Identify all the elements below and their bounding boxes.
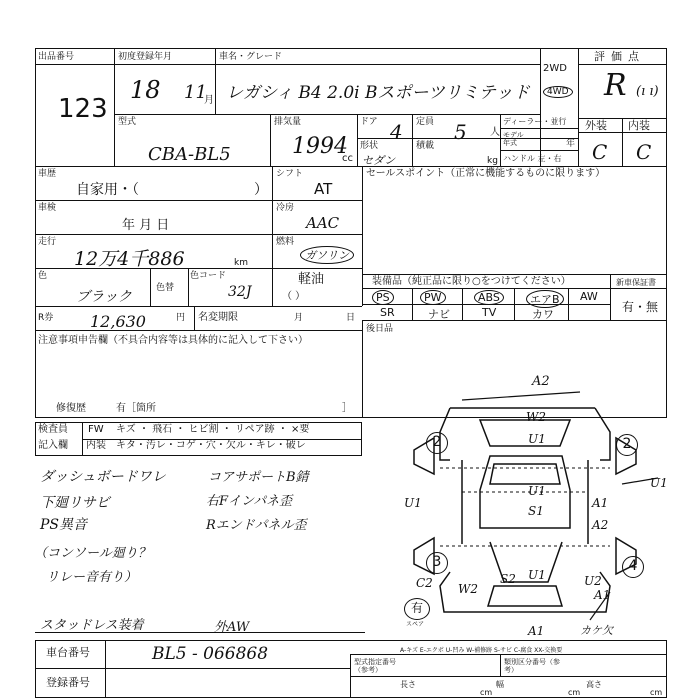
spare-label: スペア — [406, 621, 425, 628]
interior-check-label: 内装 — [86, 440, 106, 451]
category-label: 類別区分番号（参考） — [504, 658, 560, 674]
divider — [35, 234, 362, 235]
post-items-label: 後日品 — [366, 324, 394, 334]
history-label: 車歴 — [38, 169, 57, 179]
divider — [357, 114, 358, 166]
model-label: 車名・グレード — [219, 52, 283, 62]
dmg-a1-bumper: A1 — [528, 624, 545, 638]
dealer-label: ディーラー・並行 — [503, 117, 567, 126]
divider — [272, 166, 273, 306]
divider — [35, 632, 365, 633]
equip-ps: PS — [372, 290, 394, 305]
score-value: R — [604, 68, 627, 103]
equip-navi: ナビ — [428, 308, 450, 321]
tire-fl-icon: 2 — [426, 432, 448, 454]
repair-close: ］ — [342, 403, 352, 414]
month-unit: 月 — [204, 95, 214, 106]
remark-right-2: 右Fインパネ歪 — [206, 494, 293, 509]
divider — [270, 114, 271, 166]
divider — [35, 64, 540, 65]
type-designation-label: 型式指定番号（参考） — [354, 658, 396, 674]
dmg-u1-e: U1 — [528, 568, 546, 582]
ac-label: 冷房 — [276, 203, 295, 213]
width-label: 幅 — [496, 680, 504, 689]
score-mark-icon: (ı ı) — [636, 84, 659, 99]
warranty-value: 有・無 — [622, 300, 659, 314]
remark-left-3: PS異音 — [40, 517, 88, 533]
recycle-value: 12,630 — [90, 312, 146, 331]
divider — [622, 118, 623, 166]
dmg-a2-side: A2 — [592, 518, 609, 532]
reg-year: 18 — [130, 76, 161, 104]
divider — [215, 48, 216, 114]
divider — [362, 166, 363, 306]
divider — [35, 166, 667, 167]
spare-tire-icon: 有 — [404, 598, 430, 620]
equip-pw: PW — [420, 290, 446, 305]
fuel-label: 燃料 — [276, 237, 295, 247]
reg-month: 11 — [184, 82, 207, 103]
dmg-s2: S2 — [500, 572, 516, 586]
shift-label: シフト — [276, 169, 304, 179]
divider — [610, 274, 611, 320]
divider — [578, 64, 667, 65]
capacity-value: 5 — [454, 120, 467, 144]
divider — [568, 288, 569, 320]
exterior-grade: C — [592, 140, 608, 164]
handle-label: ハンドル 左・右 — [503, 154, 562, 163]
color-value: ブラック — [76, 289, 132, 305]
door-value: 4 — [390, 120, 403, 144]
wheel-note: 外AW — [214, 620, 250, 635]
inspection-label: 車検 — [38, 203, 57, 213]
warranty-label: 新車保証書 — [616, 278, 656, 287]
history-value: 自家用・（ — [76, 182, 139, 198]
drive-2wd: 2WD — [543, 63, 567, 74]
divider — [357, 138, 578, 139]
displacement-value: 1994 — [292, 134, 348, 159]
first-reg-label: 初度登録年月 — [118, 52, 173, 62]
fuel-paren: （ ） — [282, 291, 306, 302]
divider — [500, 150, 578, 151]
dmg-u2: U2 — [584, 574, 602, 588]
dmg-u1-a: U1 — [528, 432, 546, 446]
color-code-value: 32J — [228, 284, 252, 300]
model-value: レガシィ B4 2.0i Bスポーツリミテッド — [226, 83, 530, 103]
person-unit: 人 — [490, 127, 500, 138]
mileage-value: 12万4千886 — [74, 248, 185, 270]
repair-value: 有［箇所 — [116, 403, 156, 414]
model-year-label: モデル年式 — [503, 131, 524, 147]
score-label: 評価点 — [594, 50, 645, 63]
inspector-label-2: 記入欄 — [38, 440, 68, 451]
km-unit: km — [234, 258, 248, 268]
remark-left-4: （コンソール廻り？ — [34, 546, 151, 561]
remark-right-3: Rエンドパネル歪 — [206, 518, 307, 533]
inspector-label: 検査員 — [38, 424, 68, 435]
remark-left-5: リレー音有り） — [46, 570, 138, 585]
chassis-label: 車台番号 — [46, 646, 90, 659]
dmg-a2-top: A2 — [532, 374, 550, 389]
width-cm: cm — [568, 688, 581, 697]
history-close: ） — [254, 182, 268, 198]
divider — [462, 288, 463, 320]
exterior-label: 外装 — [585, 119, 607, 132]
divider — [500, 114, 501, 166]
equip-abs: ABS — [474, 290, 504, 305]
equipment-label: 装備品（純正品に限り○をつけてください） — [372, 276, 571, 287]
damage-legend: A-キズ E-エクボ U-凹み W-補修跡 S-サビ C-腐食 XX-交換要 — [400, 647, 563, 654]
tire-fr-icon: 2 — [616, 434, 638, 456]
fw-label: FW — [88, 424, 104, 435]
divider — [35, 330, 362, 331]
equip-tv: TV — [482, 306, 497, 319]
divider — [362, 274, 667, 275]
dmg-chip: カケ欠 — [580, 624, 613, 637]
divider — [514, 288, 515, 320]
equip-airbag: エアB — [526, 290, 564, 308]
shift-value: AT — [314, 180, 333, 198]
studless-note: スタッドレス装着 — [40, 618, 144, 633]
load-label: 積載 — [416, 141, 435, 151]
interior-grade: C — [636, 140, 652, 164]
length-cm: cm — [480, 688, 493, 697]
dmg-u1-d: U1 — [650, 476, 668, 490]
name-change-month: 月 — [294, 313, 304, 323]
dmg-w2-rear: W2 — [458, 582, 478, 596]
type-label: 型式 — [118, 117, 137, 127]
divider — [35, 306, 362, 307]
divider — [362, 320, 363, 418]
shape-label: 形状 — [360, 141, 379, 151]
divider — [412, 114, 413, 166]
dmg-u1-b: U1 — [404, 496, 422, 510]
dmg-a1-side: A1 — [592, 496, 609, 510]
dmg-c2: C2 — [416, 576, 433, 590]
divider — [500, 128, 578, 129]
drive-4wd: 4WD — [543, 86, 573, 98]
lot-number: 123 — [58, 94, 108, 124]
divider — [35, 668, 351, 669]
divider — [188, 268, 189, 306]
name-change-label: 名変期限 — [198, 312, 238, 323]
interior-label: 内装 — [628, 119, 650, 132]
divider — [350, 654, 667, 655]
color-code-label: 色コード — [190, 271, 227, 281]
remark-left-1: ダッシュボードワレ — [40, 469, 166, 485]
dmg-a1-rear: A1 — [594, 588, 611, 602]
mileage-label: 走行 — [38, 237, 57, 247]
kg-unit: kg — [487, 156, 498, 166]
equip-sr: SR — [380, 306, 395, 319]
divider — [35, 200, 362, 201]
dmg-s1: S1 — [528, 504, 544, 518]
damage-types-row1: キズ ・ 飛石 ・ ヒビ割 ・ リペア跡 ・ ×要 — [116, 424, 310, 435]
color-label: 色 — [38, 271, 48, 281]
remark-right-1: コアサポートB錆 — [208, 470, 309, 485]
registration-label: 登録番号 — [46, 676, 90, 689]
displacement-label: 排気量 — [274, 117, 302, 127]
equip-leather: カワ — [532, 308, 554, 321]
recycle-label: R券 — [38, 313, 54, 323]
divider — [362, 320, 667, 321]
ac-value: AAC — [306, 214, 340, 232]
dmg-u1-c: U1 — [528, 484, 546, 498]
name-change-day: 日 — [346, 313, 356, 323]
damage-types-row2: キタ・汚レ・コゲ・穴・欠ル・キレ・破レ — [116, 440, 306, 451]
inspection-value: 年 月 日 — [122, 218, 170, 233]
capacity-label: 定員 — [416, 117, 435, 127]
yen-unit: 円 — [176, 313, 186, 323]
divider — [350, 676, 667, 677]
remark-left-2: 下廻リサビ — [40, 495, 110, 511]
divider — [540, 48, 541, 166]
divider — [150, 268, 151, 306]
type-value: CBA-BL5 — [148, 144, 231, 165]
tire-rl-icon: 3 — [426, 552, 448, 574]
length-label: 長さ — [400, 680, 416, 689]
height-label: 高さ — [586, 680, 602, 689]
divider — [412, 288, 413, 320]
divider — [114, 48, 115, 166]
fuel-option: 軽油 — [298, 272, 325, 287]
height-cm: cm — [650, 688, 663, 697]
sales-points-label: セールスポイント（正常に機能するものに限ります） — [366, 168, 606, 179]
year-unit: 年 — [566, 139, 576, 149]
color-change-label: 色替 — [156, 283, 175, 293]
repair-label: 修復歴 — [56, 403, 86, 414]
tire-rr-icon: 4 — [622, 556, 644, 578]
shape-value: セダン — [362, 154, 396, 167]
lot-label: 出品番号 — [38, 52, 75, 62]
divider — [194, 306, 195, 330]
divider — [500, 654, 501, 676]
fuel-value: ガソリン — [300, 246, 354, 264]
divider — [114, 114, 540, 115]
notes-label: 注意事項申告欄（不具合内容等は具体的に記入して下さい） — [38, 335, 308, 346]
divider — [105, 640, 106, 698]
cc-unit: cc — [342, 153, 353, 164]
equip-aw: AW — [580, 290, 598, 303]
chassis-value: BL5 - 066868 — [152, 644, 269, 664]
divider — [578, 48, 579, 166]
dmg-w2: W2 — [526, 410, 546, 424]
door-label: ドア — [360, 117, 378, 127]
